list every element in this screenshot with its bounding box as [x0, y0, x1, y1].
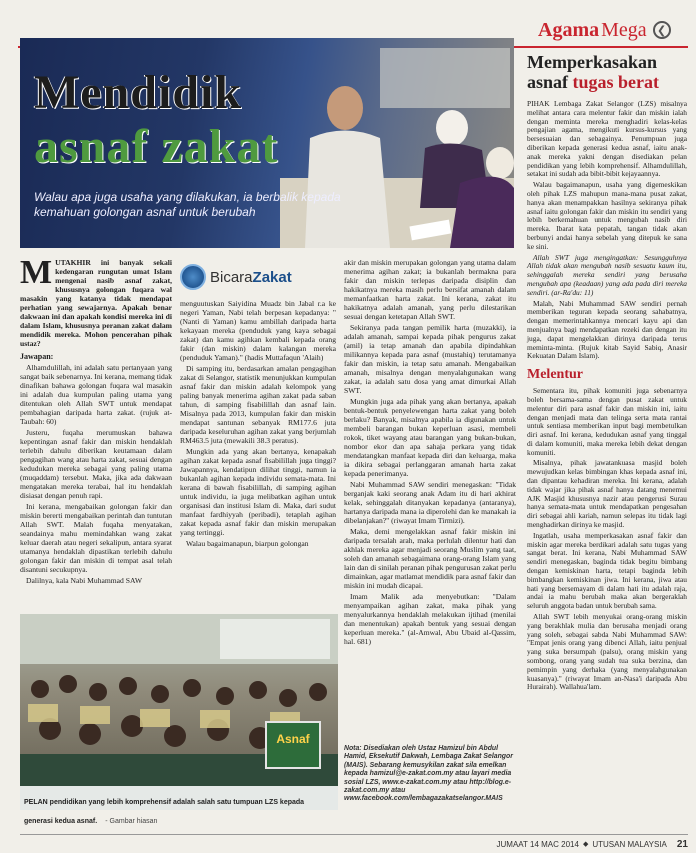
col3	[344, 258, 516, 740]
hero-woman2-body	[450, 177, 514, 248]
side-p2: Walau bagaimanapun, usaha yang digemeskikan oleh pihak LZS mahupun mana-mana pusat zakat, hanya akan menampakkan hasilnya sekiranya pihak asnaf iaitu golongan fakir dan miskin itu sendiri yang lebih berkemahuan untuk mengubah nasib diri mereka. Ibarat kata pepatah, tangan tidak akan berbunyi andai hanya sebelah yang ditepuk ke sana ke sini.	[527, 180, 687, 251]
footer-date: JUMAAT 14 MAC 2014	[496, 839, 579, 849]
side-headline	[527, 52, 687, 92]
col3-p1: akir dan miskin merupakan golongan yang utama dalam menerima agihan zakat; ia bukanlah bermakna para fakir dan miskin terlepas daripada disiplin dan hakikatnya mereka masih perlu bersifat amanah dalam memanfaatkan harta zakat. Ini kerana, zakat itu hakikatnya adalah amanah, yang perlu dilestarikan sesuai dengan ketetapan Allah SWT.	[344, 258, 516, 321]
side-headline-1: Memperkasakan	[527, 52, 657, 72]
footer-publication: UTUSAN MALAYSIA	[592, 839, 667, 849]
col2-p1: menguutuskan Saiyidina Muadz bin Jabal r.a ke negeri Yaman, Nabi telah berpesan kepadanya: "(Nanti di Yaman) kamu ambillah daripada harta kekayaan mereka (penduduk yang kaya sebagai zakat) dan kamu agihkan kembali kepada orang fakir (dan miskin) dalam kalangan mereka (penduduk Yaman)." (hadis Muttafaqun 'Alaih)	[180, 299, 336, 362]
note-box	[344, 745, 516, 827]
footer-page: 21	[676, 838, 688, 850]
col1-p1: Alhamdulillah, ini adalah satu pertanyaan yang sangat baik sebenarnya. Ini kerana, memang tidak dinafikan bahawa golongan fuqara wal masakin ini adalah dua kumpulan paling utama yang ditentukan oleh Allah SWT untuk mendapat pembahagian daripada harta zakat. (rujuk at-Taubah: 60)	[20, 363, 172, 426]
col3-body	[344, 258, 516, 646]
side-p1: PIHAK Lembaga Zakat Selangor (LZS) misalnya melihat antara cara melentur fakir dan miskin ialah dengan meminta mereka menghadiri kelas-kelas pengajian agama, mengikuti kursus-kursus yang bersesuaian dan sebagainya. Penumpuan juga diberikan kepada generasi kedua asnaf, iaitu anak-anak mereka yakni dengan disediakan pelan pendidikan yang lebih komprehensif. Alhamdulillah, setakat ini sudah ada bibit-bibit kejayaannya.	[527, 99, 687, 179]
hero-window	[380, 48, 510, 108]
col3-p3: Mungkin juga ada pihak yang akan bertanya, apakah bentuk-bentuk penyelewengan harta zakat yang boleh berlaku? Banyak, misalnya apabila ia digunakan untuk membeli barangan bukan keperluan asasi, membeli rokok, tiket wayang atau barangan yang bukan-bukan, nombor ekor dan apa sahaja perkara yang tidak mendatangkan manfaat kepada diri dan keluarga, maka ia dikira sebagai perlanggaran amanah harta zakat kepada penerimanya.	[344, 397, 516, 478]
bottom-photo	[20, 614, 338, 825]
side-headline-2a: asnaf	[527, 72, 573, 92]
col2-p3: Mungkin ada yang akan bertanya, kenapakah agihan zakat kepada asnaf fisabilillah juga tinggi? Jawapannya, kendatipun dilihat tinggi, namun ia bukanlah agihan kepada individu semata-mata. Ini kerana di bawah fisabilillah, di samping agihan untuk individu, ia juga melibatkan agihan untuk organisasi dan institusi Islam di. Maka, dari sudut manfaat fardhiyyah (peribadi), tetaplah agihan zakat kepada asnaf fakir dan miskin merupakan yang tertinggi.	[180, 447, 336, 537]
placard-text: Asnaf	[276, 732, 310, 746]
section-brand	[538, 18, 688, 42]
col2	[180, 258, 336, 610]
answer-label: Jawapan:	[20, 352, 54, 361]
col2-body	[180, 299, 336, 548]
bicara-label: Bicara	[210, 268, 253, 286]
melentur-title: Melentur	[527, 367, 583, 383]
col2-p2: Di samping itu, berdasarkan amalan pengagihan zakat di Selangor, statistik menunjukkan kumpulan asnaf fakir dan miskin adalah kelompok yang paling banyak menerima agihan zakat pada saban tahun, di samping fisabilillah dan asnaf lain. Misalnya pada 2013, kumpulan fakir dan miskin mendapat santunan sebanyak RM177.6 juta daripada keseluruhan agihan zakat yang berjumlah RM463.5 juta (mewakili 38.3 peratus).	[180, 364, 336, 445]
crowd-screen	[220, 619, 330, 659]
photo-caption: PELAN pendidikan yang lebih komprehensif adalah salah satu tumpuan LZS kepada generasi kedua asnaf.	[24, 799, 305, 825]
hero-woman2-head	[486, 147, 514, 179]
footer	[450, 838, 688, 850]
crowd-scene	[20, 614, 338, 810]
photo-caption-box	[20, 786, 338, 825]
melentur-p4: Allah SWT lebih menyukai orang-orang miskin yang berakhlak mulia dan berusaha menjadi orang yang soleh, sebagai sabda Nabi Muhammad SAW: "Empat jenis orang yang dibenci Allah, iaitu penjual yang suka bersumpah (palsu), orang miskin yang sombong, orang yang sudah tua suka berzina, dan pemimpin yang derhaka (yang menyalahgunakan kuasanya)." (riwayat Imam an-Nasa'i daripada Abu Hurairah). Wallahua'lam.	[527, 612, 687, 692]
col3-p4: Nabi Muhammad SAW sendiri menegaskan: "Tidak berganjak kaki seorang anak Adam itu di hari akhirat kelak, sehinggalah ditanyakan kepadanya (antaranya), hartanya daripada mana ia diperolehi dan ke manakah ia dibelanjakan?" (riwayat Imam Tirmizi).	[344, 480, 516, 525]
col3-p6: Imam Malik ada menyebutkan: "Dalam menyampaikan agihan zakat, maka pihak yang menyalurkannya hendaklah melakukan ijtihad (menilai dan menentukan) apakah bentuk yang sesuai dengan keperluan mereka." (al-Amwal, Abu Ubaid al-Qassim, hal. 681)	[344, 592, 516, 646]
footer-diamond-icon: ◆	[582, 841, 589, 848]
side-headline-2b: tugas berat	[572, 72, 660, 92]
col1-body	[20, 363, 172, 585]
zakat-emblem-icon	[180, 264, 206, 290]
col1-intro	[20, 254, 172, 348]
bicara-zakat-logo	[180, 258, 336, 296]
crowd-shirts	[28, 704, 300, 730]
brand-mega: Mega	[601, 18, 647, 41]
col3-p2: Sekiranya pada tangan pemilik harta (muzakki), ia adalah amanah, sampai kepada pihak pengurus zakat (amil) ia tetap amanah dan apabila dipindahkan milikannya kepada para asnaf (mustahiq) terutamanya fakir dan miskin, ia tetap satu amanah. Mengabaikan amanah, misalnya dengan menyalahgunakan wang zakat, ia adalah satu dosa yang amat dimurkai Allah SWT.	[344, 323, 516, 395]
side-p4: Malah, Nabi Muhammad SAW sendiri pernah memberikan teguran kepada seorang sahabatnya, dengan memerintahkannya mencari kayu api dan menjualnya bagi mendapatkan rezeki dan dengan itu juga, dapat mengelakkan dirinya daripada terus meminta-minta. (Rujuk kitab Sayid Sabiq, Anasir Kekuatan Dalam Islam).	[527, 298, 687, 361]
melentur-p3: Ingatlah, usaha memperkasakan asnaf fakir dan miskin agar mereka berdikari adalah satu tugas yang sangat berat. Ini kerana, Nabi Muhammad SAW sendiri menegaskan, baginda tidak begitu bimbang dengan kemiskinan harta, tetapi baginda lebih bimbangkan kemiskinan jiwa. Ini kerana, jiwa atau hati yang bersemayam di dalam hati itu adalah raja, andai ia mahu berubah maka akan bergeraklah seluruh anggota badan untuk berubah sama.	[527, 530, 687, 611]
side-headline-2	[527, 72, 687, 92]
zakat-label: Zakat	[252, 268, 292, 286]
hero-woman1-head	[436, 110, 468, 146]
side-column	[527, 52, 687, 842]
melentur-p2: Misalnya, pihak jawatankuasa masjid boleh mewujudkan kelas bimbingan khas kepada asnaf ini, dan dipantau kehadiran mereka. Ini kerana, adalah tidak wajar jika pihak asnaf hanya datang menemui AJK Masjid khususnya nazir atau pengerusi Surau hanya semata-mata untuk mendapatkan pengesahan diri sebagai ahli kariah, namun selepas itu tidak lagi menghadirkan dirinya ke masjid.	[527, 458, 687, 530]
side-p3: Allah SWT juga mengingatkan: Sesungguhnya Allah tidak akan mengubah nasib sesuatu kaum itu, sehinggalah mereka sendiri yang berusaha mengubah apa (keadaan) yang ada pada diri mereka sendiri. (ar-Ra'du: 11)	[527, 252, 687, 297]
col1	[20, 254, 172, 610]
col1-p2: Justeru, fuqaha merumuskan bahawa kepentingan asnaf fakir dan miskin hendaklah terlebih dahulu diberikan keutamaan dalam pengagihan wang atau harta zakat, sesuai dengan kedudukan mereka sebagai yang paling utama (muqaddam) tersebut. Maka, jika ada dakwaan mengatakan mereka terabai, hal itu hendaklah disiasat dengan penuh rapi.	[20, 428, 172, 500]
brand-agama: Agama	[538, 18, 600, 41]
hero-title-2: asnaf zakat	[34, 120, 279, 173]
col3-p5: Maka, demi mengelakkan asnaf fakir miskin ini daripada tersalah arah, maka perlulah dilentur hati dan akhlak mereka agar menjadi seorang Muslim yang taat, soleh dan amanah sebagaimana orang-orang Islam yang lain dan di sinilah peranan pihak pengurusan zakat perlu dimainkan, agar matlamat mendidik para asnaf fakir dan miskin ini mudah dicapai.	[344, 527, 516, 590]
side-body	[527, 100, 687, 361]
hero-title-1: Mendidik	[34, 66, 243, 119]
photo-credit: - Gambar hiasan	[105, 818, 158, 825]
note-text: Nota: Disediakan oleh Ustaz Hamizul bin Abdul Hamid, Eksekutif Dakwah, Lembaga Zakat Selangor (MAIS). Sebarang kemusykilan zakat sila emelkan kepada hamizul@e-zakat.com.my atau layari media sosial LZS, www.e-zakat.com.my atau http://blog.e-zakat.com.my atau www.facebook.com/lembagazakatselangor.MAIS	[344, 745, 513, 803]
hero-man-head	[327, 86, 363, 130]
hero-photo	[20, 38, 514, 248]
hero-deck: Walau apa juga usaha yang dilakukan, ia berbalik kepada kemahuan golongan asnaf untuk berubah	[34, 190, 341, 219]
back-arrow-icon[interactable]: ❮	[653, 21, 671, 39]
col2-p4: Walau bagaimanapun, biarpun golongan	[186, 539, 309, 548]
melentur-body	[527, 387, 687, 692]
col1-p3: Ini kerana, mengabaikan golongan fakir dan miskin bererti mengabaikan perintah dan tuntutan Allah SWT. Malah fuqaha menyatakan, seandainya mahu memindahkan wang zakat keluar daerah atau negeri sekalipun, antara syarat utamanya hendaklah dipastikan terlebih dahulu golongan fakir dan miskin di tempat asal telah disantuni secukupnya.	[20, 502, 172, 574]
col1-p4: Dalilnya, kala Nabi Muhammad SAW	[26, 576, 143, 585]
drop-cap: M	[20, 254, 53, 291]
footer-rule	[20, 834, 688, 835]
col1-intro-text: UTAKHIR ini banyak sekali kedengaran rungutan umat Islam mengenai nasib asnaf zakat, khususnya golongan fuqara wal masakin yang katanya tidak mendapat perhatian yang sewajarnya. Apakah benar dakwaan ini dan apakah kondisi mereka ini di dalam Islam, khususnya peranan zakat dalam mendidik mereka. Mohon pencerahan pihak ustaz?	[20, 258, 172, 348]
melentur-p1: Sementara itu, pihak komuniti juga sebenarnya boleh bersama-sama dengan pusat zakat untuk melentur diri para asnaf fakir dan miskin ini, iaitu dengan menjadi mata dan telinga serta mata rantai untuk sentiasa memberikan input bagi membetulkan diri asnaf. Ini kerana, kedudukan asnaf yang tinggal di dalam komuniti, maka mereka lebih dekat dengan komuniti.	[527, 386, 687, 457]
